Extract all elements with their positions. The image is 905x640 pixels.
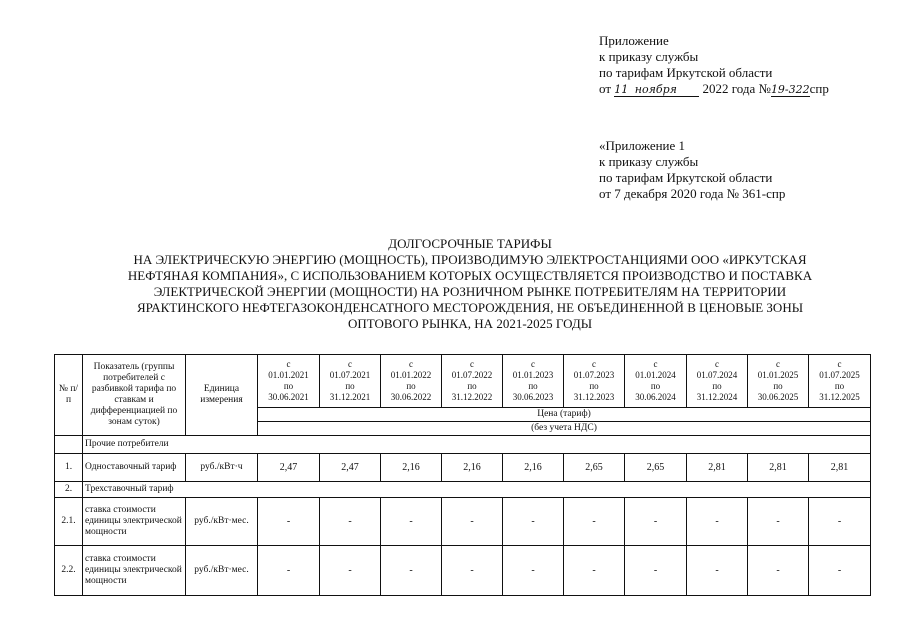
tariff-table: [54, 354, 871, 596]
period-header: с 01.01.2022 по 30.06.2022: [381, 355, 442, 408]
tariff-value: 2,16: [381, 454, 442, 482]
period-header: с 01.01.2021 по 30.06.2021: [258, 355, 320, 408]
tariff-value: -: [687, 498, 748, 546]
tariff-value: -: [320, 498, 381, 546]
row-num: 2.1.: [55, 498, 83, 546]
tariff-value: -: [258, 546, 320, 596]
appendix-order-ref: к приказу службы: [599, 154, 699, 169]
tariff-value: -: [809, 546, 871, 596]
price-label: Цена (тариф): [258, 408, 871, 422]
title-line: ЯРАКТИНСКОГО НЕФТЕГАЗОКОНДЕНСАТНОГО МЕСТОРОЖДЕНИЯ, НЕ ОБЪЕДИНЕННОЙ В ЦЕНОВЫЕ ЗОНЫ: [136, 300, 804, 315]
title-line: НА ЭЛЕКТРИЧЕСКУЮ ЭНЕРГИЮ (МОЩНОСТЬ), ПРОИЗВОДИМУЮ ЭЛЕКТРОСТАНЦИЯМИ ООО «ИРКУТСКАЯ: [133, 252, 807, 267]
row-unit: руб./кВт·ч: [186, 454, 258, 482]
document-title: [40, 236, 900, 332]
tariff-value: 2,16: [442, 454, 503, 482]
appendix-agency: по тарифам Иркутской области: [599, 65, 773, 80]
table-row: [55, 498, 871, 546]
order-number: 19-322: [770, 83, 810, 96]
appendix-label: «Приложение 1: [599, 138, 686, 153]
tariff-value: -: [503, 498, 564, 546]
table-row: [55, 482, 871, 498]
appendix-order-ref: к приказу службы: [599, 49, 699, 64]
tariff-value: -: [809, 498, 871, 546]
date-prefix: от: [599, 81, 615, 96]
row-num: 2.2.: [55, 546, 83, 596]
row-name: Одноставочный тариф: [83, 454, 186, 482]
date-month: ноября: [634, 83, 677, 96]
header-indicator: Показатель (группы потребителей с разбивкой тарифа по ставкам и дифференциацией по зонам суток): [83, 355, 186, 436]
row-name: ставка стоимости единицы электрической мощности: [83, 546, 186, 596]
tariff-value: 2,16: [503, 454, 564, 482]
title-line: НЕФТЯНАЯ КОМПАНИЯ», С ИСПОЛЬЗОВАНИЕМ КОТОРЫХ ОСУЩЕСТВЛЯЕТСЯ ПРОИЗВОДСТВО И ПОСТАВКА: [127, 268, 813, 283]
appendix-date-line: от 7 декабря 2020 года № 361-спр: [599, 186, 786, 201]
appendix-label: Приложение: [599, 33, 669, 48]
section-row: [55, 436, 871, 454]
tariff-value: -: [442, 546, 503, 596]
row-unit: руб./кВт·мес.: [186, 546, 258, 596]
tariff-value: -: [442, 498, 503, 546]
period-header: с 01.01.2023 по 30.06.2023: [503, 355, 564, 408]
tariff-value: 2,65: [564, 454, 625, 482]
tariff-value: 2,81: [687, 454, 748, 482]
row-unit: руб./кВт·мес.: [186, 498, 258, 546]
tariff-value: -: [381, 546, 442, 596]
row-name: ставка стоимости единицы электрической мощности: [83, 498, 186, 546]
header-row: [55, 355, 871, 408]
period-header: с 01.07.2024 по 31.12.2024: [687, 355, 748, 408]
header-num: № п/п: [55, 355, 83, 436]
tariff-value: -: [748, 546, 809, 596]
period-header: с 01.07.2025 по 31.12.2025: [809, 355, 871, 408]
table-row: [55, 454, 871, 482]
tariff-value: -: [381, 498, 442, 546]
row-num: 1.: [55, 454, 83, 482]
order-number-handwritten: [771, 83, 810, 97]
period-header: с 01.01.2025 по 30.06.2025: [748, 355, 809, 408]
tariff-value: -: [748, 498, 809, 546]
tariff-value: 2,81: [748, 454, 809, 482]
period-header: с 01.07.2021 по 31.12.2021: [320, 355, 381, 408]
tariff-value: 2,65: [625, 454, 687, 482]
appendix-date-line: [599, 81, 829, 97]
tariff-value: -: [564, 498, 625, 546]
tariff-value: -: [258, 498, 320, 546]
period-header: с 01.07.2023 по 31.12.2023: [564, 355, 625, 408]
tariff-value: -: [503, 546, 564, 596]
title-line: ЭЛЕКТРИЧЕСКОЙ ЭНЕРГИИ (МОЩНОСТИ) НА РОЗНИЧНОМ РЫНКЕ ПОТРЕБИТЕЛЯМ НА ТЕРРИТОРИИ: [153, 284, 787, 299]
section-num: [55, 436, 83, 454]
vat-label: (без учета НДС): [258, 422, 871, 436]
appendix-agency: по тарифам Иркутской области: [599, 170, 773, 185]
tariff-value: 2,47: [320, 454, 381, 482]
appendix-header-current: [599, 33, 829, 97]
date-handwritten: [614, 83, 699, 97]
title-line: ДОЛГОСРОЧНЫЕ ТАРИФЫ: [388, 236, 552, 251]
period-header: с 01.01.2024 по 30.06.2024: [625, 355, 687, 408]
tariff-value: -: [320, 546, 381, 596]
date-day: 11: [614, 83, 629, 96]
row-name: Трехставочный тариф: [83, 482, 871, 498]
table-row: [55, 546, 871, 596]
date-year: 2022 года №: [699, 81, 771, 96]
section-other-consumers: Прочие потребители: [83, 436, 871, 454]
tariff-value: 2,81: [809, 454, 871, 482]
header-unit: Единица измерения: [186, 355, 258, 436]
tariff-value: -: [625, 498, 687, 546]
tariff-value: 2,47: [258, 454, 320, 482]
appendix-header-original: [599, 138, 785, 202]
order-suffix: спр: [809, 81, 829, 96]
row-num: 2.: [55, 482, 83, 498]
tariff-value: -: [687, 546, 748, 596]
title-line: ОПТОВОГО РЫНКА, НА 2021-2025 ГОДЫ: [347, 316, 593, 331]
tariff-value: -: [625, 546, 687, 596]
period-header: с 01.07.2022 по 31.12.2022: [442, 355, 503, 408]
tariff-value: -: [564, 546, 625, 596]
